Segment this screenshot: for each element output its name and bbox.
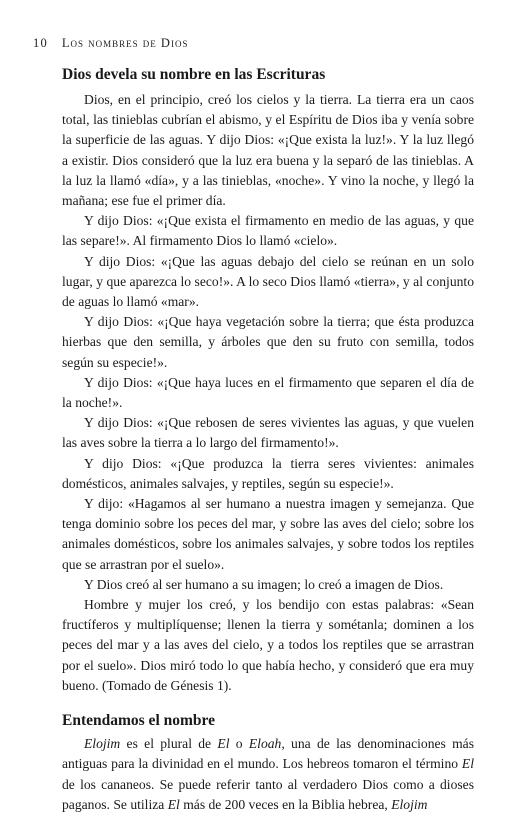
- paragraph: Y dijo Dios: «¡Que haya vegetación sobre la tierra; que ésta produzca hierbas que den semilla, y árboles que den su fruto con semilla, todos según su especie!».: [62, 314, 474, 370]
- term-elojim: Elojim: [84, 736, 121, 752]
- term-el: El: [461, 756, 474, 772]
- running-header: [33, 36, 188, 51]
- text-run: más de 200 veces en la Biblia hebrea,: [179, 796, 392, 812]
- paragraph: Y dijo: «Hagamos al ser humano a nuestra imagen y semejanza. Que tenga dominio sobre los peces del mar, y sobre las aves del cielo; sobre los animales domésticos, sobre los animales salvajes, y sobre todos los reptiles que se arrastran por el suelo».: [62, 496, 474, 572]
- text-run: o: [229, 736, 249, 752]
- paragraph: Y dijo Dios: «¡Que produzca la tierra seres vivientes: animales domésticos, animales salvajes, y reptiles, según su especie!».: [62, 455, 474, 491]
- paragraph: Y dijo Dios: «¡Que haya luces en el firmamento que separen el día de la noche!».: [62, 374, 474, 411]
- text-run: una de las denominaciones más antiguas para la divinidad en el mundo. Los hebreos tomaron el término: [62, 736, 475, 772]
- paragraph: Y dijo Dios: «¡Que las aguas debajo del cielo se reúnan en un solo lugar, y que aparezca lo seco!». A lo seco Dios llamó «tierra», y al conjunto de aguas lo llamó «mar».: [62, 253, 474, 310]
- paragraph: Y Dios creó al ser humano a su imagen; lo creó a imagen de Dios.: [84, 576, 444, 592]
- paragraph: Hombre y mujer los creó, y los bendijo con estas palabras: «Sean fructíferos y multiplíquense; llenen la tierra y sométanla; dominen a los peces del mar y a las aves del cielo, y a todos los reptiles que se arrastran por el suelo». Dios miró todo lo que había hecho, y consideró que era muy bueno. (Tomado de Génesis 1).: [62, 597, 474, 693]
- section-heading-understanding: Entendamos el nombre: [62, 712, 216, 730]
- term-el: El: [167, 796, 180, 812]
- paragraph: Y dijo Dios: «¡Que rebosen de seres vivientes las aguas, y que vuelen las aves sobre la tierra a lo largo del firmamento!».: [62, 415, 474, 451]
- running-title: Los nombres de Dios: [61, 36, 189, 50]
- page-number: 10: [33, 36, 48, 50]
- text-run: de los cananeos. Se puede referir tanto al verdadero Dios como a dioses paganos. Se utiliza: [62, 776, 474, 812]
- paragraph: Dios, en el principio, creó los cielos y la tierra. La tierra era un caos total, las tinieblas cubrían el abismo, y el Espíritu de Dios iba y venía sobre la superficie de las aguas. Y dijo Dios: «¡Que exista la luz!». Y la luz llegó a existir. Dios consideró que la luz era buena y la separó de las tinieblas. A la luz la llamó «día», y a las tinieblas, «noche». Y vino la noche, y llegó la mañana; ese fue el primer día.: [62, 92, 474, 209]
- paragraph: Y dijo Dios: «¡Que exista el firmamento en medio de las aguas, y que las separe!». Al firmamento Dios lo llamó «cielo».: [62, 213, 474, 249]
- paragraph-elojim: [62, 734, 474, 815]
- page-content: [62, 64, 474, 815]
- term-elojim: Elojim: [391, 796, 428, 812]
- term-eloah: Eloah,: [248, 736, 285, 752]
- text-run: es el plural de: [120, 736, 218, 752]
- section-heading-scriptures: Dios devela su nombre en las Escrituras: [62, 66, 326, 83]
- term-el: El: [217, 736, 230, 752]
